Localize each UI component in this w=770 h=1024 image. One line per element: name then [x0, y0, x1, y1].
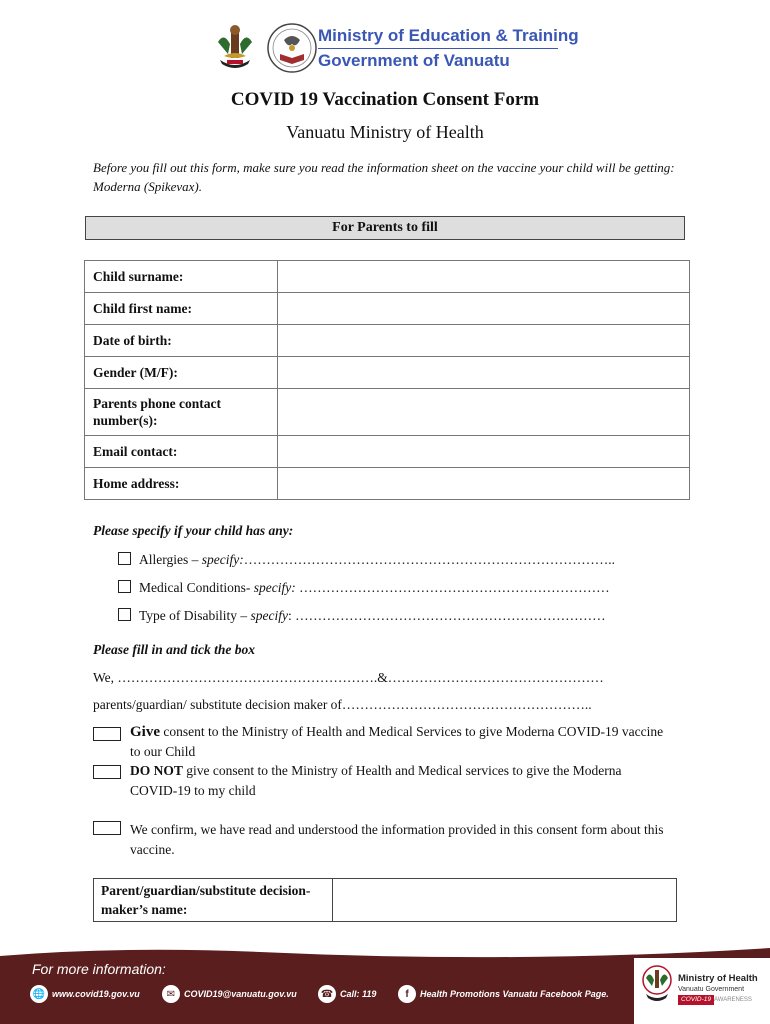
parents-names-line[interactable]: We, ………………………………………………….&…………………………………………	[93, 670, 604, 685]
table-row	[85, 357, 690, 389]
specify-heading: Please specify if your child has any:	[93, 523, 294, 538]
email-contact-field[interactable]	[278, 436, 690, 468]
child-details-table	[84, 260, 690, 500]
guardian-name-field[interactable]	[333, 879, 677, 922]
info-footer	[0, 944, 770, 1024]
guardian-name-label: Parent/guardian/substitute decision-maker’s name:	[94, 879, 333, 922]
disability-checkbox[interactable]	[118, 608, 131, 621]
field-label: Child surname:	[85, 261, 278, 293]
parents-section-header: For Parents to fill	[85, 216, 685, 240]
government-name: Government of Vanuatu	[318, 51, 510, 70]
field-label: Child first name:	[85, 293, 278, 325]
no-consent-rest: give consent to the Ministry of Health and Medical services to give the Moderna COVID-19 to my child	[130, 763, 622, 798]
confirm-checkbox[interactable]	[93, 821, 121, 835]
ministry-name: Ministry of Education & Training	[318, 26, 579, 45]
date-of-birth-field[interactable]	[278, 325, 690, 357]
table-row	[85, 436, 690, 468]
give-consent-checkbox[interactable]	[93, 727, 121, 741]
table-row	[85, 389, 690, 436]
facebook-icon: f	[398, 985, 416, 1003]
moh-title: Ministry of Health	[678, 973, 758, 984]
ministry-of-health-logo	[634, 958, 770, 1024]
intro-text: Before you fill out this form, make sure you read the information sheet on the vaccine your child will be getting: Moderna (Spikevax).	[93, 160, 675, 194]
field-label: Email contact:	[85, 436, 278, 468]
phone-icon: ☎	[318, 985, 336, 1003]
field-label: Parents phone contact number(s):	[85, 389, 278, 436]
allergies-option	[118, 552, 615, 568]
facebook-contact[interactable]	[398, 985, 609, 1003]
email-contact[interactable]	[162, 985, 297, 1003]
fill-heading: Please fill in and tick the box	[93, 642, 255, 657]
covid-badge: COVID-19	[678, 995, 714, 1005]
specify-blank[interactable]: ………………………………………………………………………..	[243, 552, 615, 567]
moh-subtitle: Vanuatu Government	[678, 986, 745, 993]
specify-blank[interactable]: : ……………………………………………………………	[288, 608, 606, 623]
option-label: Allergies –	[139, 552, 202, 567]
medical-conditions-option	[118, 580, 610, 596]
vanuatu-coat-of-arms-icon	[210, 22, 260, 72]
do-not-word: DO NOT	[130, 763, 183, 778]
allergies-checkbox[interactable]	[118, 552, 131, 565]
phone-contact[interactable]	[318, 985, 376, 1003]
table-row	[94, 879, 677, 922]
no-consent-checkbox[interactable]	[93, 765, 121, 779]
option-label: Type of Disability –	[139, 608, 251, 623]
medical-conditions-checkbox[interactable]	[118, 580, 131, 593]
child-surname-field[interactable]	[278, 261, 690, 293]
form-subtitle: Vanuatu Ministry of Health	[286, 122, 484, 142]
guardian-name-table	[93, 878, 677, 922]
email-text: COVID19@vanuatu.gov.vu	[184, 989, 297, 999]
specify-blank[interactable]: ……………………………………………………………	[295, 580, 610, 595]
form-title: COVID 19 Vaccination Consent Form	[230, 89, 540, 110]
vanuatu-coat-of-arms-icon	[640, 964, 674, 1004]
ministry-seal-icon	[266, 22, 318, 74]
give-consent-rest: consent to the Ministry of Health and Medical Services to give Moderna COVID-19 vaccine to our Child	[130, 724, 664, 759]
table-row	[85, 325, 690, 357]
option-specify: specify:	[201, 552, 244, 567]
disability-option	[118, 608, 606, 624]
no-consent-text	[130, 761, 670, 801]
awareness-badge: AWARENESS	[714, 997, 752, 1003]
confirm-text: We confirm, we have read and understood the information provided in this consent form about this vaccine.	[130, 822, 664, 857]
globe-icon: 🌐	[30, 985, 48, 1003]
field-label: Gender (M/F):	[85, 357, 278, 389]
give-consent-text	[130, 722, 670, 762]
header-divider	[318, 48, 558, 49]
more-info-label: For more information:	[32, 961, 166, 977]
home-address-field[interactable]	[278, 468, 690, 500]
table-row	[85, 468, 690, 500]
phone-text: Call: 119	[340, 989, 377, 999]
option-label: Medical Conditions-	[139, 580, 254, 595]
facebook-text: Health Promotions Vanuatu Facebook Page.	[420, 989, 609, 999]
guardian-of-line[interactable]: parents/guardian/ substitute decision maker of………………………………………………..	[93, 697, 592, 712]
field-label: Date of birth:	[85, 325, 278, 357]
ministry-header	[210, 20, 579, 76]
child-first-name-field[interactable]	[278, 293, 690, 325]
gender-field[interactable]	[278, 357, 690, 389]
table-row	[85, 261, 690, 293]
email-icon: ✉	[162, 985, 180, 1003]
field-label: Home address:	[85, 468, 278, 500]
website-contact[interactable]	[30, 985, 140, 1003]
table-row	[85, 293, 690, 325]
phone-contact-field[interactable]	[278, 389, 690, 436]
option-specify: specify	[250, 608, 289, 623]
option-specify: specify:	[253, 580, 296, 595]
give-word: Give	[130, 724, 160, 740]
website-text: www.covid19.gov.vu	[52, 989, 140, 999]
